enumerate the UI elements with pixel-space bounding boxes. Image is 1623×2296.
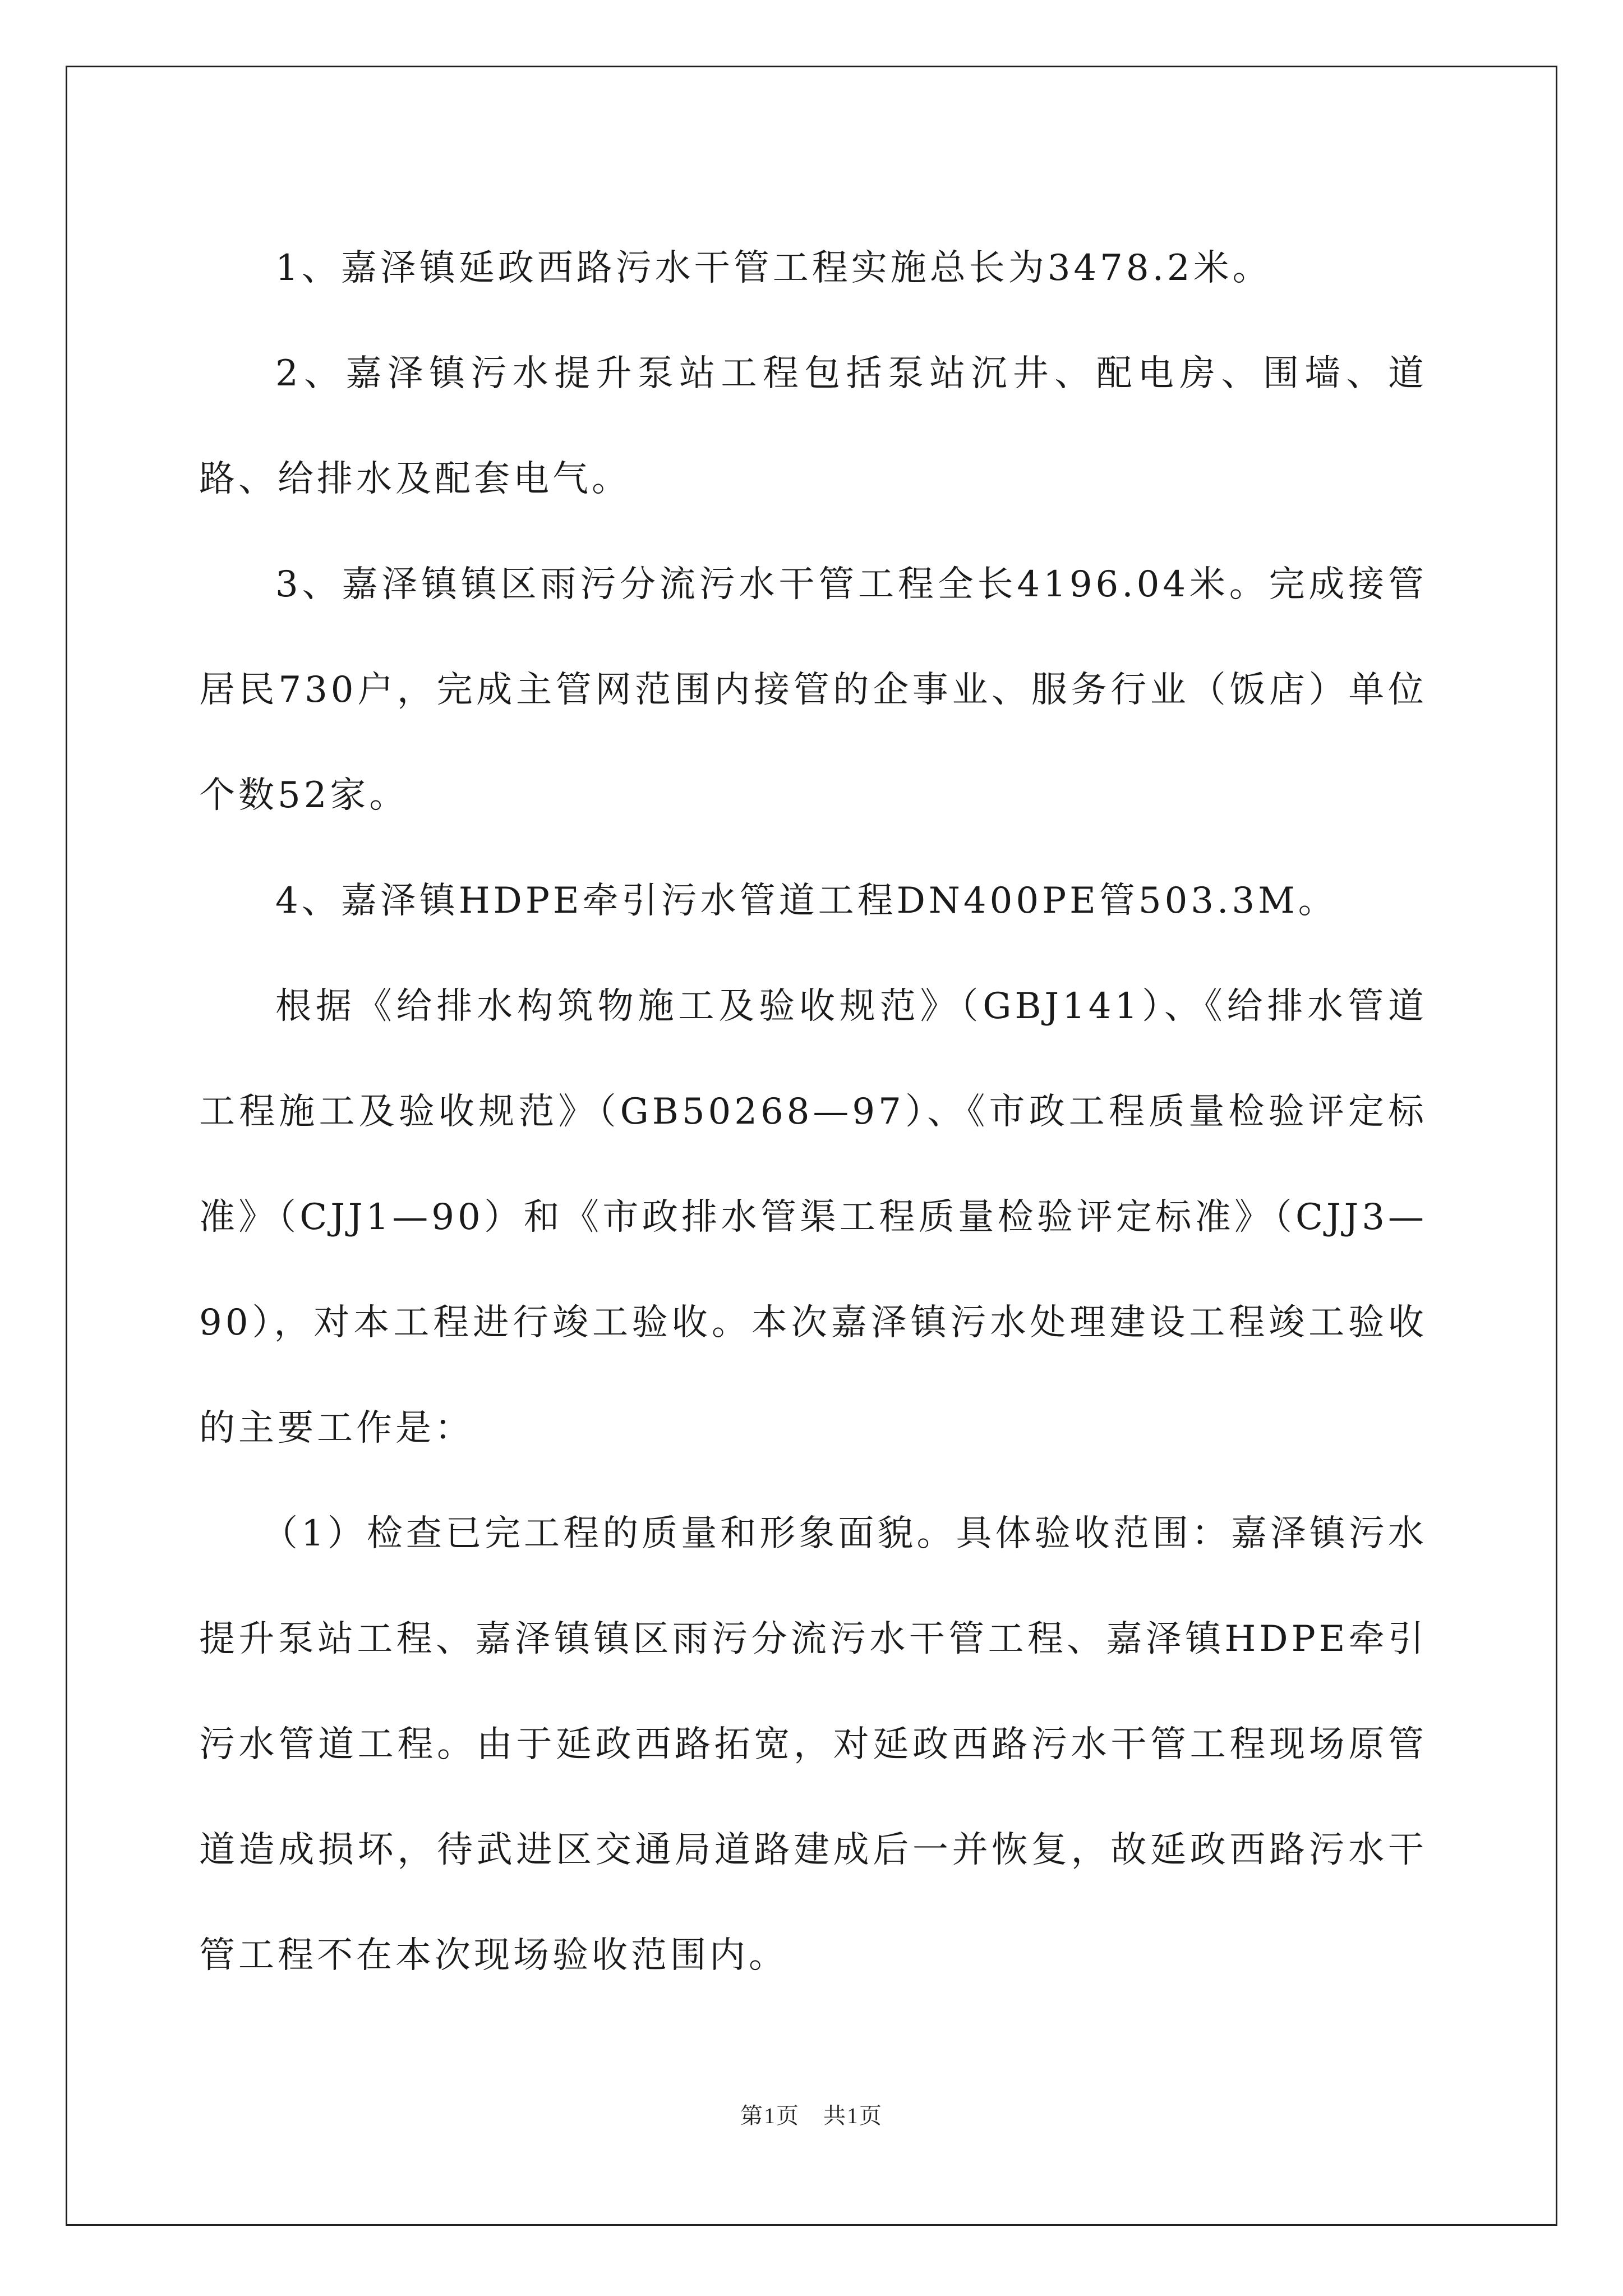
paragraph-item-2: 2、嘉泽镇污水提升泵站工程包括泵站沉井、配电房、围墙、道路、给排水及配套电气。 bbox=[199, 353, 1427, 500]
paragraph-standards: 根据《给排水构筑物施工及验收规范》（GBJ141）、《给排水管道工程施工及验收规范》（GB50268—97）、《市政工程质量检验评定标准》（CJJ1—90）和《市政排水管渠工程质量检验评定标准》（CJJ3—90），对本工程进行竣工验收。本次嘉泽镇污水处理建设工程竣工验收的主要工作是： bbox=[199, 986, 1427, 1449]
paragraph-work-1: （1）检查已完工程的质量和形象面貌。具体验收范围：嘉泽镇污水提升泵站工程、嘉泽镇镇区雨污分流污水干管工程、嘉泽镇HDPE牵引污水管道工程。由于延政西路拓宽，对延政西路污水干管工程现场原管道造成损坏，待武进区交通局道路建成后一并恢复，故延政西路污水干管工程不在本次现场验收范围内。 bbox=[199, 1513, 1427, 1976]
document-body bbox=[199, 215, 1427, 2008]
paragraph-item-1: 1、嘉泽镇延政西路污水干管工程实施总长为3478.2米。 bbox=[275, 247, 1272, 289]
page-number-footer: 第1页 共1页 bbox=[740, 2103, 883, 2128]
paragraph-item-4: 4、嘉泽镇HDPE牵引污水管道工程DN400PE管503.3M。 bbox=[275, 880, 1338, 922]
paragraph-item-3: 3、嘉泽镇镇区雨污分流污水干管工程全长4196.04米。完成接管居民730户，完成主管网范围内接管的企事业、服务行业（饭店）单位个数52家。 bbox=[199, 564, 1427, 816]
